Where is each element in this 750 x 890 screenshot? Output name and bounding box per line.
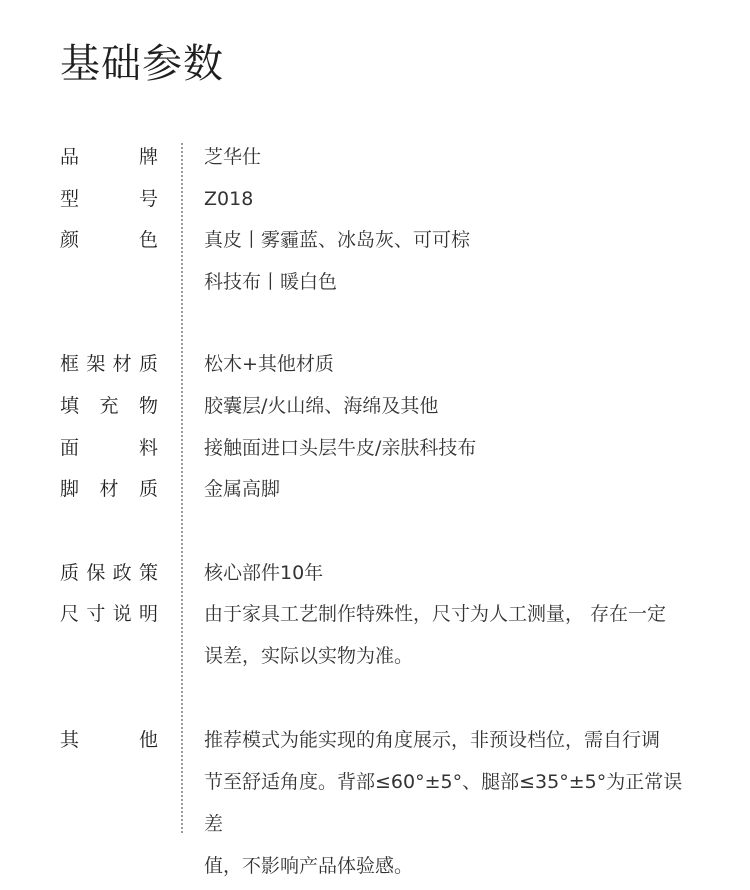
dotted-divider xyxy=(181,143,183,833)
spec-value: 松木+其他材质 xyxy=(204,353,334,375)
spec-label xyxy=(60,475,158,503)
spec-label-char: 说 xyxy=(112,603,132,625)
spec-label-char: 脚 xyxy=(60,478,80,500)
spec-label xyxy=(60,392,158,420)
spec-label-char: 牌 xyxy=(138,146,158,168)
spec-label-char: 寸 xyxy=(86,603,106,625)
spec-label xyxy=(60,350,158,378)
spec-label-char: 尺 xyxy=(60,603,80,625)
spec-label-char: 材 xyxy=(99,478,119,500)
spec-label-char: 他 xyxy=(138,729,158,751)
spec-value: 胶囊层/火山绵、海绵及其他 xyxy=(204,395,439,417)
spec-label-char: 面 xyxy=(60,437,80,459)
spec-label-char: 策 xyxy=(138,562,158,584)
spec-label-char: 明 xyxy=(138,603,158,625)
spec-value: 真皮丨雾霾蓝、冰岛灰、可可棕 科技布丨暖白色 xyxy=(204,229,471,293)
spec-value: 核心部件10年 xyxy=(204,562,324,584)
spec-label-char: 保 xyxy=(86,562,106,584)
spec-label xyxy=(60,226,158,254)
spec-label xyxy=(60,143,158,171)
spec-label-char: 料 xyxy=(138,437,158,459)
spec-label-char: 架 xyxy=(86,353,106,375)
spec-label-char: 质 xyxy=(138,478,158,500)
section-title: 基础参数 xyxy=(60,41,224,87)
spec-label xyxy=(60,726,158,754)
spec-label xyxy=(60,185,158,213)
spec-label-char: 材 xyxy=(112,353,132,375)
spec-label-char: 物 xyxy=(138,395,158,417)
spec-label-char: 颜 xyxy=(60,229,80,251)
spec-label-char: 品 xyxy=(60,146,80,168)
spec-label-char: 框 xyxy=(60,353,80,375)
spec-label-char: 填 xyxy=(60,395,80,417)
spec-value: 推荐模式为能实现的角度展示，非预设档位，需自行调 节至舒适角度。背部≤60°±5°、腿部≤35°±5°为正常误差 值，不影响产品体验感。 xyxy=(204,729,683,877)
spec-value: 由于家具工艺制作特殊性，尺寸为人工测量， 存在一定 误差，实际以实物为准。 xyxy=(204,603,667,667)
spec-value: 金属高脚 xyxy=(204,478,281,500)
spec-label-char: 色 xyxy=(138,229,158,251)
spec-label-char: 型 xyxy=(60,188,80,210)
spec-value: Z018 xyxy=(204,188,254,210)
spec-label-char: 充 xyxy=(99,395,119,417)
spec-value: 接触面进口头层牛皮/亲肤科技布 xyxy=(204,437,477,459)
spec-value: 芝华仕 xyxy=(204,146,262,168)
spec-label xyxy=(60,434,158,462)
spec-label xyxy=(60,600,158,628)
spec-label-char: 质 xyxy=(138,353,158,375)
spec-label-char: 质 xyxy=(60,562,80,584)
spec-label-char: 其 xyxy=(60,729,80,751)
spec-label xyxy=(60,559,158,587)
spec-label-char: 号 xyxy=(138,188,158,210)
spec-label-char: 政 xyxy=(112,562,132,584)
